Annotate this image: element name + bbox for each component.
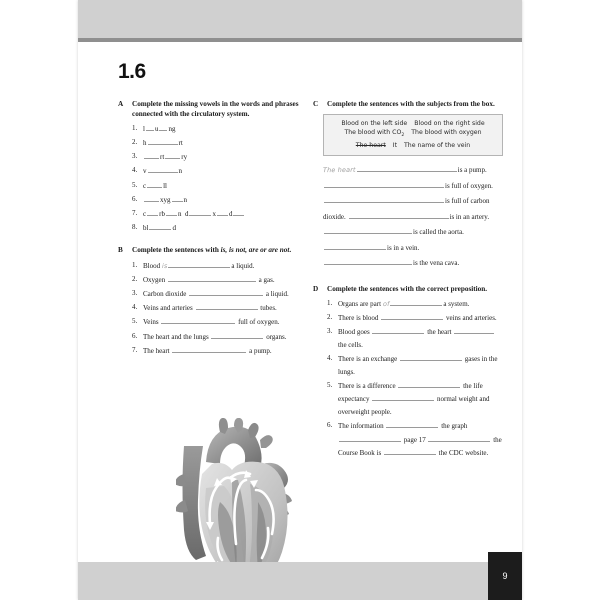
- sentence-mid: the Course Book is: [338, 435, 502, 458]
- blank[interactable]: [324, 255, 412, 265]
- blank[interactable]: [168, 273, 256, 282]
- blank[interactable]: [233, 207, 244, 216]
- blank[interactable]: [172, 193, 183, 202]
- item-text: xyg n: [143, 196, 187, 204]
- list-item: [132, 122, 308, 136]
- item-number: 5.: [132, 180, 138, 189]
- exercise-c-instruction: Complete the sentences with the subjects from the box.: [327, 100, 495, 108]
- exercise-d: [313, 285, 503, 460]
- sentence-before: There is a difference: [338, 381, 396, 390]
- blank[interactable]: [166, 207, 177, 216]
- item-number: 1.: [132, 261, 138, 270]
- list-item: [132, 315, 308, 329]
- sentence-before: There is an exchange: [338, 355, 398, 364]
- list-item: [132, 287, 308, 301]
- sentence-after: a gas.: [258, 276, 275, 285]
- list-item: [132, 164, 308, 178]
- blank[interactable]: [148, 164, 178, 173]
- handwritten-answer: The heart: [322, 165, 356, 175]
- blank[interactable]: [349, 209, 449, 219]
- blank[interactable]: [147, 179, 162, 188]
- instr-end: .: [289, 246, 292, 255]
- sentence-mid: the life expectancy: [338, 381, 483, 404]
- sentence-before: Oxygen: [143, 276, 166, 285]
- blank[interactable]: [454, 325, 494, 334]
- exercise-d-items: [313, 297, 503, 460]
- list-item: [327, 419, 503, 460]
- word-box: [323, 114, 503, 156]
- item-text: bl d: [143, 224, 176, 232]
- sentence-after: a system.: [443, 300, 470, 309]
- item-number: 2.: [327, 313, 333, 322]
- blank[interactable]: [324, 240, 386, 250]
- blank[interactable]: [381, 311, 443, 320]
- blank[interactable]: [165, 150, 180, 159]
- item-number: 4.: [327, 354, 333, 363]
- sentence-before: Veins and arteries: [143, 304, 193, 313]
- unit-title: 1.6: [118, 60, 146, 83]
- list-item: [132, 330, 308, 344]
- word-box-row: [329, 141, 497, 150]
- item-number: 4.: [132, 166, 138, 175]
- exercise-c: [313, 100, 503, 271]
- right-column: [313, 100, 503, 469]
- word-box-row: [329, 119, 497, 128]
- item-text: l u ng: [143, 125, 175, 133]
- list-item: [327, 379, 503, 419]
- sentence-before: There is blood: [338, 314, 379, 323]
- item-text: [338, 382, 489, 416]
- list-item: [132, 344, 308, 358]
- item-text: [338, 355, 497, 376]
- worksheet-page: [78, 0, 522, 600]
- list-item: [327, 325, 503, 351]
- sentence-fragment: is called the aorta.: [413, 228, 464, 237]
- item-number: 6.: [132, 194, 138, 203]
- list-item: [132, 221, 308, 235]
- exercise-d-letter: D: [313, 284, 319, 293]
- item-text: [338, 314, 497, 322]
- item-number: 1.: [132, 124, 138, 133]
- item-text: [143, 276, 275, 284]
- sentence-before: The information: [338, 421, 384, 430]
- item-text: [338, 422, 502, 457]
- blank[interactable]: [398, 379, 460, 388]
- blank[interactable]: [384, 446, 436, 455]
- blank[interactable]: [161, 315, 235, 324]
- blank[interactable]: [324, 224, 412, 234]
- item-text: c rb n d x d: [143, 210, 245, 218]
- word-option[interactable]: It: [392, 141, 398, 149]
- list-item: [132, 273, 308, 287]
- sentence-fragment: is in an artery.: [449, 212, 490, 221]
- sentence-fragment: is in a vein.: [387, 243, 420, 252]
- list-item: [132, 207, 308, 221]
- list-item: [327, 311, 503, 325]
- sentence-mid: page 17: [403, 435, 426, 444]
- blank[interactable]: [146, 122, 154, 131]
- list-item: [327, 352, 503, 378]
- item-number: 3.: [132, 152, 138, 161]
- exercise-b-letter: B: [118, 246, 123, 255]
- word-option-used[interactable]: The heart: [355, 141, 386, 149]
- list-item: [327, 297, 503, 311]
- blank[interactable]: [159, 122, 167, 131]
- sentence-after: organs.: [266, 332, 287, 341]
- item-text: v n: [143, 167, 182, 175]
- blank[interactable]: [211, 330, 263, 339]
- blank[interactable]: [400, 352, 462, 361]
- blank[interactable]: [324, 178, 444, 188]
- instr-part: Complete the sentences with: [132, 246, 221, 255]
- blank[interactable]: [357, 162, 457, 172]
- sentence-after: gases in the lungs.: [338, 355, 498, 376]
- item-number: 2.: [132, 138, 138, 147]
- exercise-c-sentences: [323, 162, 503, 271]
- sentence-after: normal weight and overweight people.: [338, 395, 490, 416]
- exercise-b: [118, 246, 308, 357]
- blank[interactable]: [390, 297, 442, 306]
- sentence-after: the cells.: [338, 340, 363, 349]
- item-number: 6.: [132, 331, 138, 340]
- sentence-after: veins and arteries.: [445, 314, 497, 323]
- word-option[interactable]: Blood on the right side: [414, 119, 485, 127]
- exercise-a-instruction: Complete the missing vowels in the words and phrases connected with the circulatory system.: [132, 100, 299, 118]
- sentence-after: full of oxygen.: [238, 318, 280, 327]
- blank[interactable]: [372, 325, 424, 334]
- page-header-band: [78, 0, 522, 38]
- sentence-before: Carbon dioxide: [143, 290, 187, 299]
- blank[interactable]: [147, 207, 158, 216]
- instr-italic: is, is not, are or are not: [220, 246, 290, 255]
- item-number: 3.: [327, 327, 333, 336]
- sentence-fragment: is a pump.: [457, 166, 487, 175]
- item-text: [143, 304, 277, 312]
- exercise-d-instruction: Complete the sentences with the correct preposition.: [327, 284, 488, 293]
- left-column: [118, 100, 308, 366]
- item-number: 7.: [132, 208, 138, 217]
- blank[interactable]: [386, 419, 438, 428]
- blank[interactable]: [189, 207, 211, 216]
- item-text: [143, 318, 279, 326]
- list-item: [132, 193, 308, 207]
- sentence-after: a pump.: [249, 346, 272, 355]
- list-item: [132, 179, 308, 193]
- page-content: [78, 42, 522, 552]
- exercise-a-letter: A: [118, 100, 124, 108]
- sentence-fragment: is full of carbon dioxide.: [323, 197, 490, 221]
- item-number: 4.: [132, 303, 138, 312]
- sentence-after: tubes.: [260, 304, 277, 313]
- sentence-fragment: is the vena cava.: [413, 259, 460, 268]
- word-option[interactable]: [344, 128, 404, 141]
- sentence-before: The heart and the lungs: [143, 332, 209, 341]
- item-text: [143, 347, 272, 355]
- blank[interactable]: [144, 150, 159, 159]
- item-text: h rt: [143, 139, 183, 147]
- item-text: c ll: [143, 182, 167, 190]
- page-footer-band: [78, 562, 522, 600]
- sentence-mid: the graph: [441, 421, 468, 430]
- item-number: 8.: [132, 222, 138, 231]
- blank[interactable]: [339, 433, 401, 442]
- list-item: [132, 301, 308, 315]
- blank[interactable]: [372, 392, 434, 401]
- sentence-before: Blood: [143, 262, 161, 271]
- word-box-row: [329, 128, 497, 141]
- item-text: [143, 262, 254, 270]
- item-number: 5.: [327, 380, 333, 389]
- exercise-a: [118, 100, 308, 234]
- blank[interactable]: [217, 207, 228, 216]
- sentence-before: Veins: [143, 318, 159, 327]
- sentence-mid: the heart: [427, 328, 452, 337]
- word-option[interactable]: The blood with oxygen: [411, 129, 482, 136]
- page-number-box: 9: [488, 552, 522, 600]
- exercise-b-items: [118, 259, 308, 357]
- exercise-c-letter: C: [313, 100, 319, 108]
- blank[interactable]: [196, 301, 258, 310]
- blank[interactable]: [428, 433, 490, 442]
- sentence-after: a liquid.: [231, 262, 255, 271]
- handwritten-answer: is: [161, 262, 168, 271]
- list-item: [132, 259, 308, 273]
- item-text: rt ry: [143, 153, 187, 161]
- list-item: [132, 136, 308, 150]
- word-option-text: The blood with CO: [344, 129, 402, 136]
- blank[interactable]: [172, 344, 246, 353]
- sentence-after: the CDC website.: [438, 449, 489, 458]
- item-text: [143, 333, 287, 341]
- item-number: 2.: [132, 275, 138, 284]
- item-number: 5.: [132, 317, 138, 326]
- blank[interactable]: [149, 221, 171, 230]
- blank[interactable]: [324, 193, 444, 203]
- item-number: 7.: [132, 345, 138, 354]
- blank[interactable]: [168, 259, 230, 268]
- item-text: [143, 290, 289, 298]
- item-number: 1.: [327, 299, 333, 308]
- item-text: [338, 328, 495, 349]
- item-number: 6.: [327, 420, 333, 429]
- blank[interactable]: [148, 136, 178, 145]
- exercise-a-items: [118, 122, 308, 234]
- exercise-b-instruction: [132, 246, 308, 256]
- sentence-after: a liquid.: [265, 290, 289, 299]
- item-text: [338, 300, 469, 308]
- blank[interactable]: [189, 287, 263, 296]
- sentence-fragment: is full of oxygen.: [445, 181, 493, 190]
- list-item: [132, 150, 308, 164]
- subscript: 2: [401, 133, 405, 139]
- blank[interactable]: [144, 193, 159, 202]
- sentence-before: Organs are part: [338, 300, 382, 309]
- item-number: 3.: [132, 289, 138, 298]
- handwritten-answer: of: [382, 300, 390, 309]
- word-option[interactable]: The name of the vein: [404, 141, 471, 149]
- sentence-before: Blood goes: [338, 328, 370, 337]
- sentence-before: The heart: [143, 346, 170, 355]
- word-option[interactable]: Blood on the left side: [341, 119, 408, 127]
